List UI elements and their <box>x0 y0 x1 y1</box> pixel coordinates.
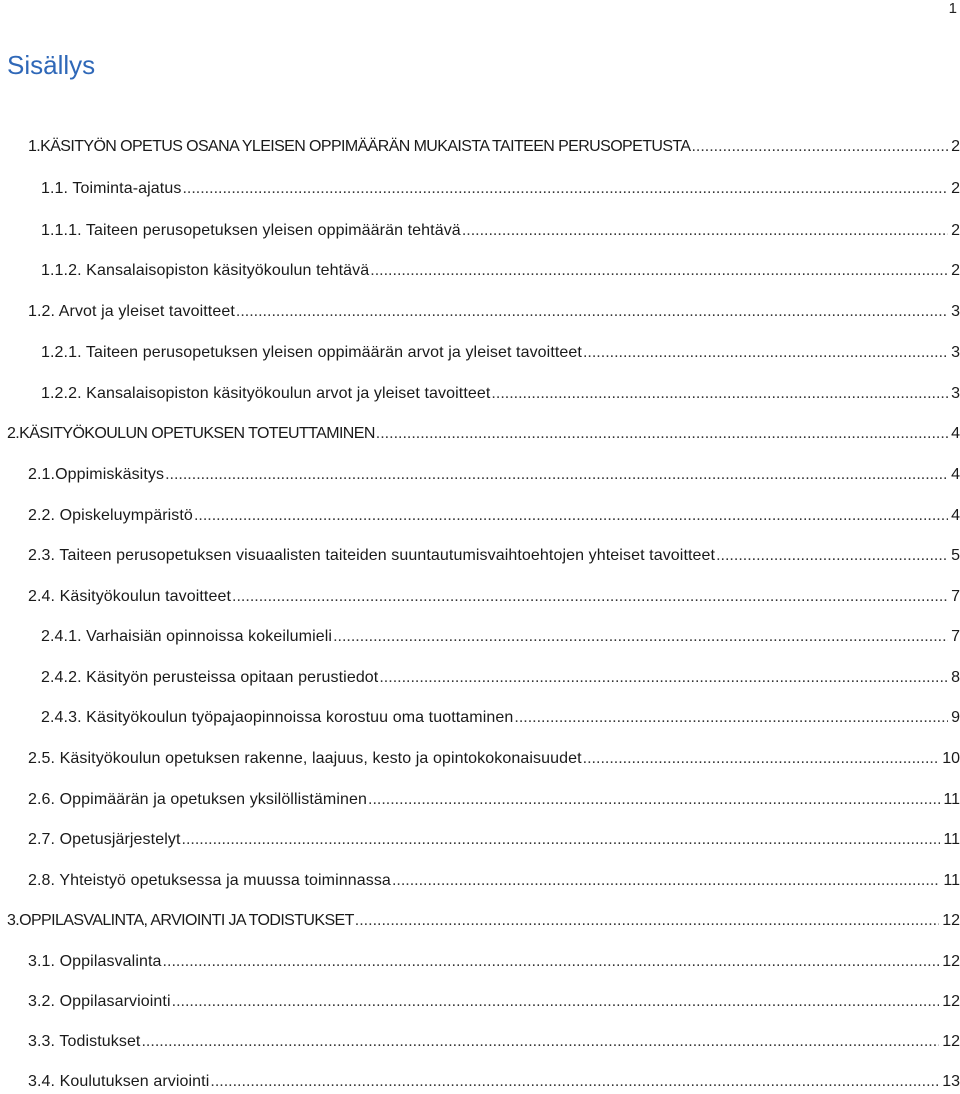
toc-entry-title: 2.1.Oppimiskäsitys <box>28 466 165 483</box>
toc-entry-page: 12 <box>942 912 960 929</box>
toc-entry-title: 2.3. Taiteen perusopetuksen visuaalisten taiteiden suuntautumisvaihtoehtojen yhteiset tavoitteet <box>28 547 716 564</box>
toc-entry-title: 2.KÄSITYÖKOULUN OPETUKSEN TOTEUTTAMINEN <box>7 425 375 442</box>
toc-entry[interactable] <box>28 300 960 324</box>
toc-dot-leader <box>370 259 948 283</box>
toc-entry-page: 10 <box>942 750 960 767</box>
toc-dot-leader <box>514 706 948 730</box>
toc-entry-page: 2 <box>951 138 960 155</box>
toc-entry[interactable] <box>28 828 960 852</box>
toc-dot-leader <box>583 747 940 771</box>
toc-entry[interactable] <box>28 544 960 568</box>
toc-dot-leader <box>716 544 948 568</box>
toc-entry[interactable] <box>41 219 960 243</box>
toc-entry[interactable] <box>41 382 960 406</box>
toc-entry[interactable] <box>41 341 960 365</box>
toc-entry-title: 1.2. Arvot ja yleiset tavoitteet <box>28 303 235 320</box>
toc-entry-title: 2.8. Yhteistyö opetuksessa ja muussa toiminnassa <box>28 872 391 889</box>
toc-dot-leader <box>194 504 948 528</box>
toc-dot-leader <box>379 666 948 690</box>
toc-entry-title: 2.6. Oppimäärän ja opetuksen yksilöllistäminen <box>28 791 367 808</box>
toc-entry[interactable] <box>28 135 960 159</box>
toc-entry[interactable] <box>28 950 960 974</box>
toc-entry-title: 3.2. Oppilasarviointi <box>28 993 171 1010</box>
toc-entry[interactable] <box>28 990 960 1014</box>
toc-entry-title: 1.2.1. Taiteen perusopetuksen yleisen oppimäärän arvot ja yleiset tavoitteet <box>41 344 582 361</box>
toc-entry-title: 1.1.1. Taiteen perusopetuksen yleisen oppimäärän tehtävä <box>41 222 461 239</box>
toc-entry-title: 2.7. Opetusjärjestelyt <box>28 831 181 848</box>
toc-entry[interactable] <box>41 706 960 730</box>
toc-dot-leader <box>368 788 940 812</box>
toc-entry-page: 11 <box>943 872 960 889</box>
toc-entry[interactable] <box>28 747 960 771</box>
toc-entry-page: 12 <box>942 993 960 1010</box>
toc-entry-page: 12 <box>942 953 960 970</box>
toc-entry-page: 8 <box>951 669 960 686</box>
toc-entry-page: 7 <box>951 628 960 645</box>
toc-dot-leader <box>165 463 948 487</box>
toc-entry-page: 2 <box>951 180 960 197</box>
toc-entry-page: 11 <box>943 791 960 808</box>
toc-dot-leader <box>210 1070 939 1094</box>
toc-entry-page: 11 <box>943 831 960 848</box>
toc-entry-title: 2.4.3. Käsityökoulun työpajaopinnoissa korostuu oma tuottaminen <box>41 709 514 726</box>
page-number: 1 <box>948 0 957 17</box>
toc-entry-page: 3 <box>951 344 960 361</box>
toc-dot-leader <box>376 422 948 446</box>
toc-entry[interactable] <box>28 504 960 528</box>
toc-entry-title: 2.2. Opiskeluympäristö <box>28 507 193 524</box>
toc-dot-leader <box>355 909 939 933</box>
toc-entry-page: 9 <box>951 709 960 726</box>
toc-entry[interactable] <box>41 666 960 690</box>
toc-entry-page: 4 <box>951 425 960 442</box>
toc-dot-leader <box>236 300 948 324</box>
toc-entry[interactable] <box>41 177 960 201</box>
toc-entry-title: 1.KÄSITYÖN OPETUS OSANA YLEISEN OPPIMÄÄRÄN MUKAISTA TAITEEN PERUSOPETUSTA <box>28 138 691 155</box>
toc-entry-page: 2 <box>951 222 960 239</box>
toc-entry-title: 2.4.1. Varhaisiän opinnoissa kokeilumieli <box>41 628 333 645</box>
toc-dot-leader <box>232 585 948 609</box>
toc-entry-page: 2 <box>951 262 960 279</box>
toc-entry[interactable] <box>28 1030 960 1054</box>
toc-entry[interactable] <box>41 625 960 649</box>
toc-dot-leader <box>333 625 948 649</box>
toc-entry[interactable] <box>28 585 960 609</box>
toc-entry-page: 3 <box>951 385 960 402</box>
toc-entry-page: 3 <box>951 303 960 320</box>
toc-dot-leader <box>583 341 948 365</box>
toc-entry-page: 13 <box>942 1073 960 1090</box>
toc-entry-title: 3.3. Todistukset <box>28 1033 141 1050</box>
toc-entry[interactable] <box>28 869 960 893</box>
toc-dot-leader <box>691 135 948 159</box>
toc-dot-leader <box>182 177 948 201</box>
toc-dot-leader <box>172 990 940 1014</box>
toc-entry-title: 1.2.2. Kansalaisopiston käsityökoulun arvot ja yleiset tavoitteet <box>41 385 491 402</box>
toc-entry-title: 2.4. Käsityökoulun tavoitteet <box>28 588 232 605</box>
toc-entry-page: 4 <box>951 466 960 483</box>
toc-entry[interactable] <box>28 788 960 812</box>
toc-entry[interactable] <box>7 422 960 446</box>
toc-entry-page: 12 <box>942 1033 960 1050</box>
toc-entry-title: 3.1. Oppilasvalinta <box>28 953 162 970</box>
toc-entry-title: 1.1.2. Kansalaisopiston käsityökoulun tehtävä <box>41 262 370 279</box>
toc-entry-title: 3.OPPILASVALINTA, ARVIOINTI JA TODISTUKSET <box>7 912 354 929</box>
toc-entry[interactable] <box>7 909 960 933</box>
toc-entry[interactable] <box>28 463 960 487</box>
toc-entry-title: 1.1. Toiminta-ajatus <box>41 180 182 197</box>
toc-dot-leader <box>491 382 948 406</box>
toc-entry-page: 5 <box>951 547 960 564</box>
toc-dot-leader <box>163 950 940 974</box>
toc-heading: Sisällys <box>7 50 96 80</box>
toc-dot-leader <box>462 219 948 243</box>
toc-entry-title: 3.4. Koulutuksen arviointi <box>28 1073 210 1090</box>
toc-entry[interactable] <box>41 259 960 283</box>
toc-dot-leader <box>392 869 940 893</box>
toc-entry-title: 2.5. Käsityökoulun opetuksen rakenne, laajuus, kesto ja opintokokonaisuudet <box>28 750 582 767</box>
toc-dot-leader <box>141 1030 939 1054</box>
toc-entry-page: 7 <box>951 588 960 605</box>
toc-entry-title: 2.4.2. Käsityön perusteissa opitaan perustiedot <box>41 669 379 686</box>
toc-dot-leader <box>182 828 941 852</box>
toc-entry-page: 4 <box>951 507 960 524</box>
toc-entry[interactable] <box>28 1070 960 1094</box>
